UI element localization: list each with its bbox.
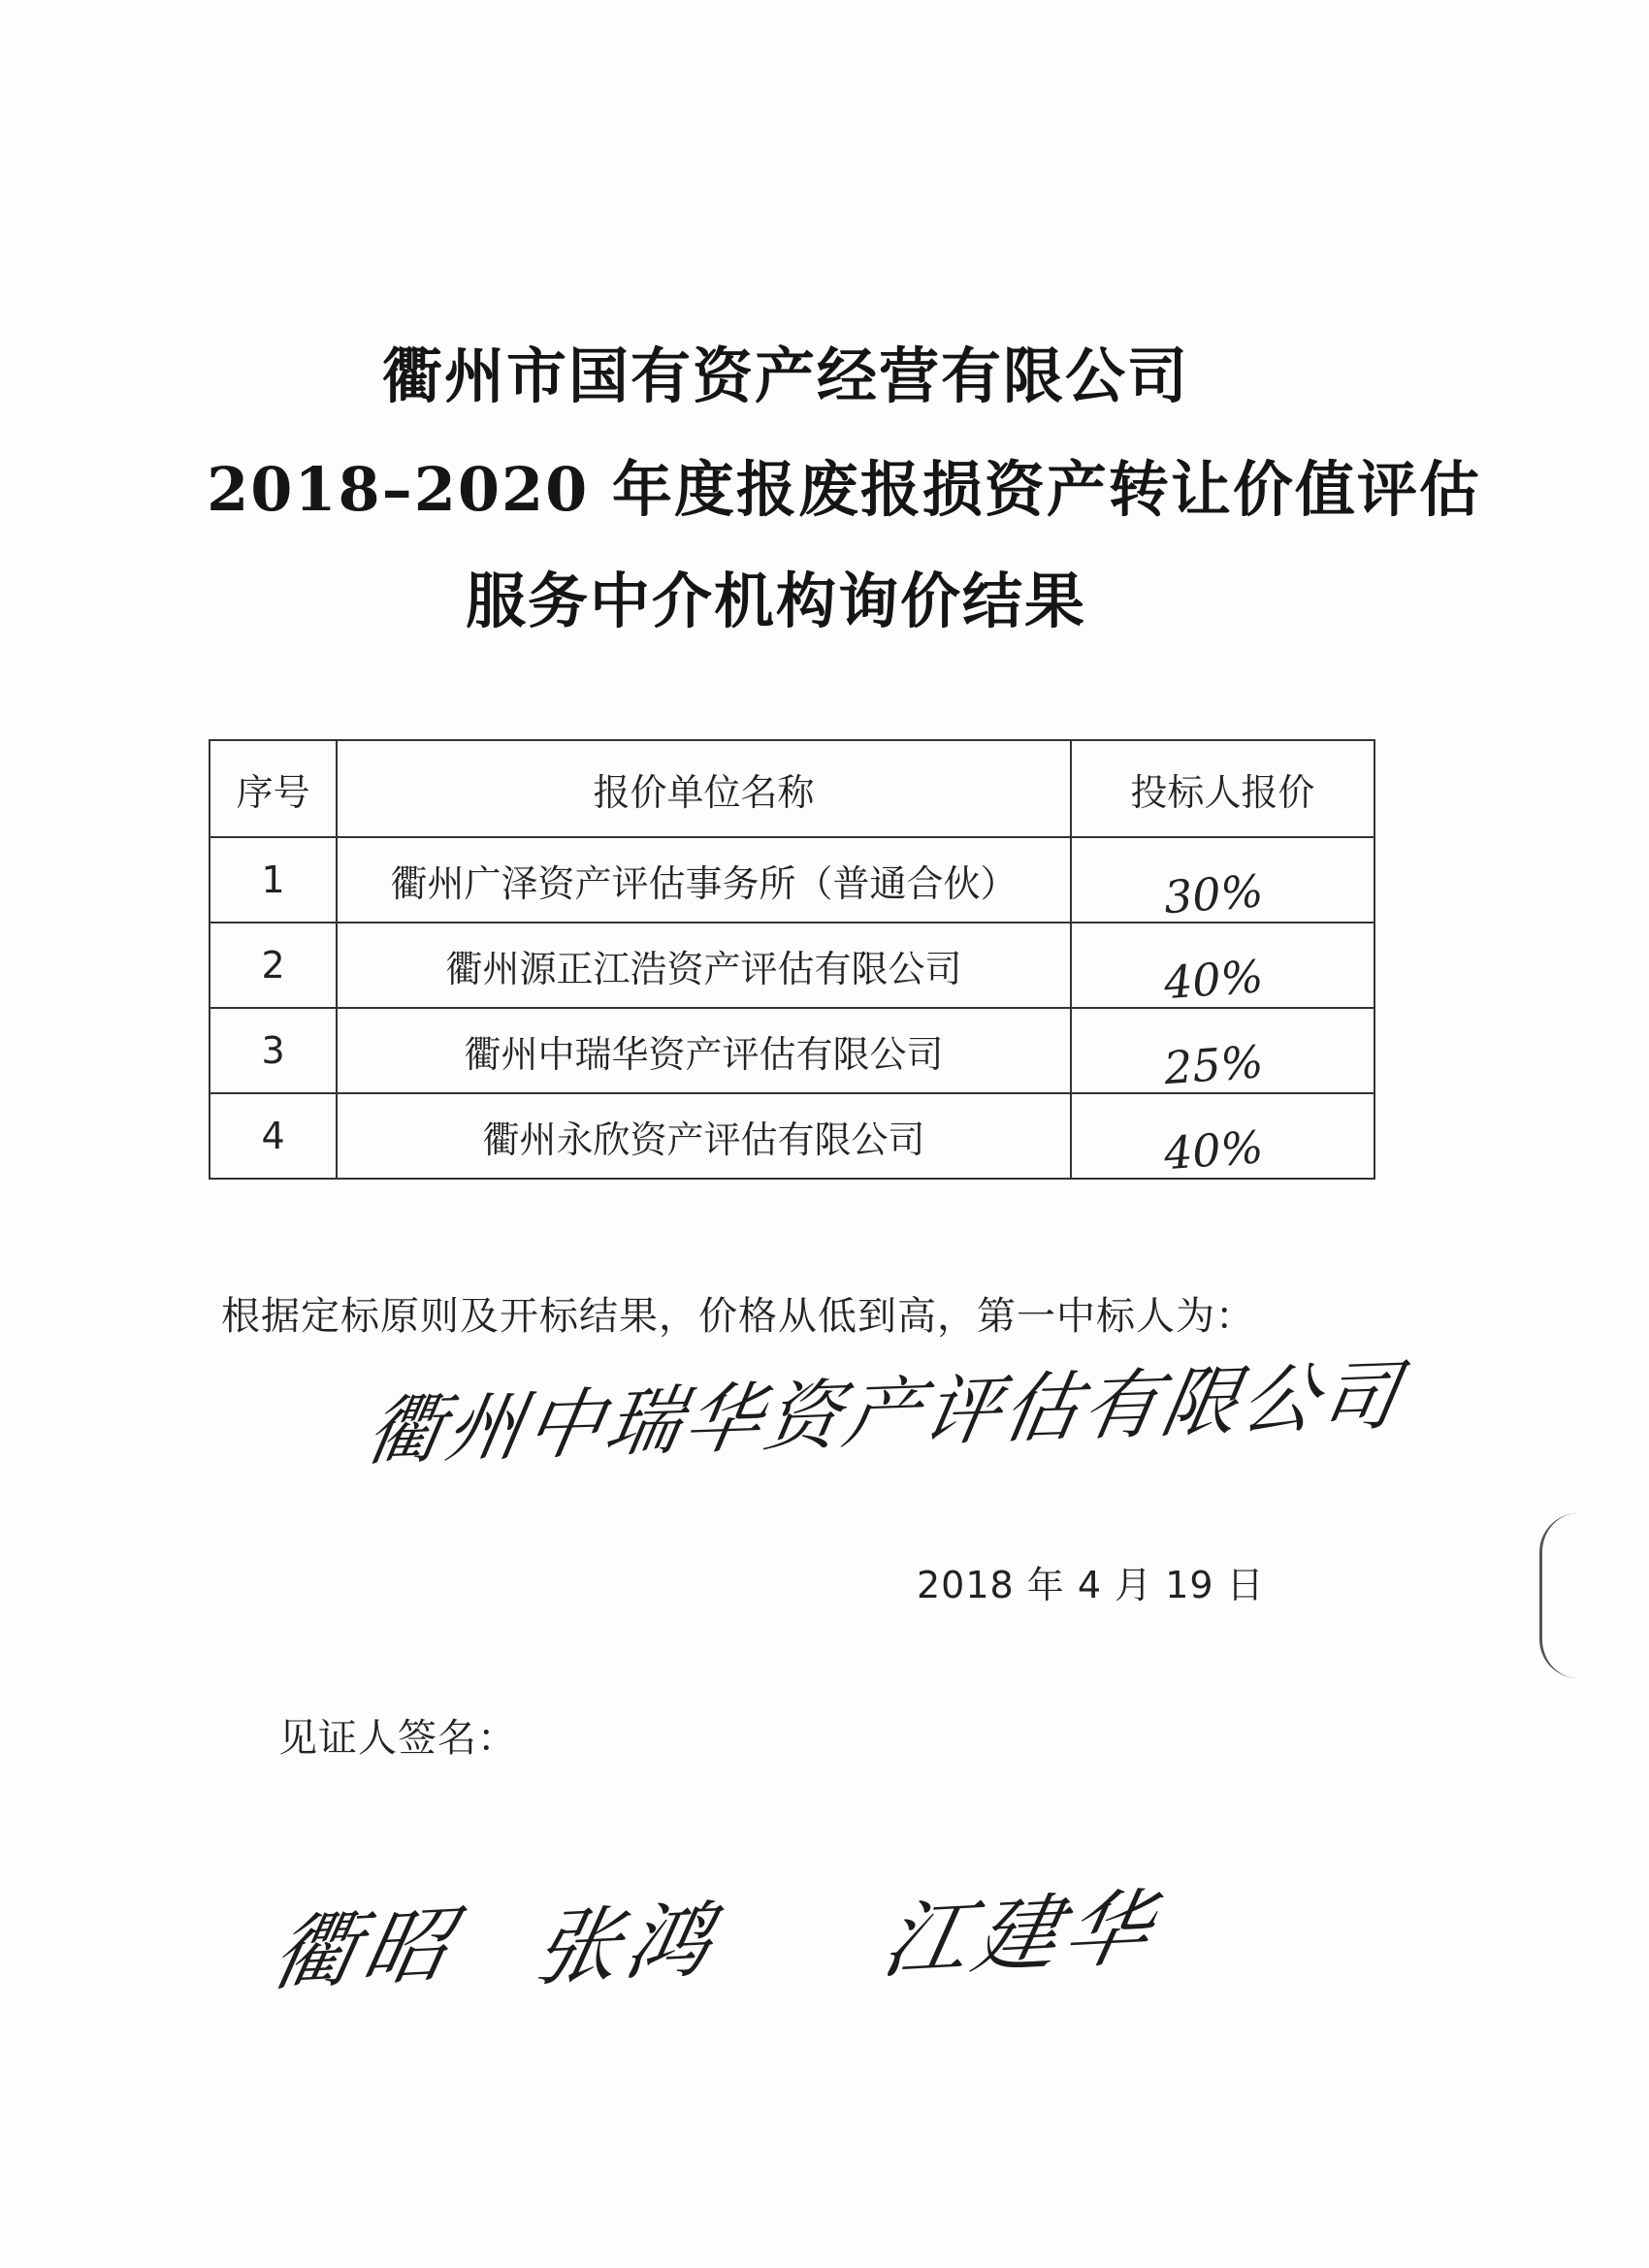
- table-row: [210, 1008, 1374, 1093]
- row-bid-price-cell: [1071, 1008, 1374, 1093]
- row-serial-number: 2: [210, 923, 337, 1008]
- witness-signature-2: 张鸿: [526, 1892, 727, 1998]
- row-bid-price-cell: [1071, 923, 1374, 1008]
- scan-edge-mark: [1539, 1513, 1581, 1678]
- document-title-line-3: 服务中介机构询价结果: [465, 566, 1086, 636]
- witness-signature-3: 江建华: [874, 1879, 1165, 1992]
- document-title-line-1: 衢州市国有资产经营有限公司: [381, 340, 1189, 411]
- table-row: [210, 1093, 1374, 1179]
- row-bidder-name: 衢州源正江浩资产评估有限公司: [337, 923, 1070, 1008]
- row-bidder-name: 衢州永欣资产评估有限公司: [337, 1093, 1070, 1179]
- handwritten-bid-price: 25%: [1162, 1035, 1266, 1095]
- table-row: [210, 837, 1374, 923]
- document-title-line-2: 2018–2020 年度报废报损资产转让价值评估: [207, 454, 1481, 525]
- row-bidder-name: 衢州中瑞华资产评估有限公司: [337, 1008, 1070, 1093]
- header-bid-price: 投标人报价: [1071, 740, 1374, 837]
- row-bid-price-cell: [1071, 1093, 1374, 1179]
- table-header-row: [210, 740, 1374, 837]
- header-serial-number: 序号: [210, 740, 337, 837]
- row-bid-price-cell: [1071, 837, 1374, 923]
- table-row: [210, 923, 1374, 1008]
- conclusion-text: 根据定标原则及开标结果，价格从低到高，第一中标人为：: [221, 1294, 1255, 1339]
- row-serial-number: 4: [210, 1093, 337, 1179]
- witness-signature-1: 衢昭: [264, 1896, 465, 2003]
- row-bidder-name: 衢州广泽资产评估事务所（普通合伙）: [337, 837, 1070, 923]
- quotation-results-table: [209, 739, 1375, 1180]
- header-bidder-name: 报价单位名称: [337, 740, 1070, 837]
- handwritten-bid-price: 40%: [1162, 950, 1266, 1010]
- document-date: 2018 年 4 月 19 日: [917, 1564, 1265, 1606]
- handwritten-bid-price: 30%: [1162, 864, 1266, 924]
- handwritten-bid-price: 40%: [1162, 1120, 1266, 1181]
- row-serial-number: 3: [210, 1008, 337, 1093]
- witness-signature-label: 见证人签名：: [278, 1716, 517, 1761]
- handwritten-winner-name: 衢州中瑞华资产评估有限公司: [360, 1352, 1409, 1476]
- row-serial-number: 1: [210, 837, 337, 923]
